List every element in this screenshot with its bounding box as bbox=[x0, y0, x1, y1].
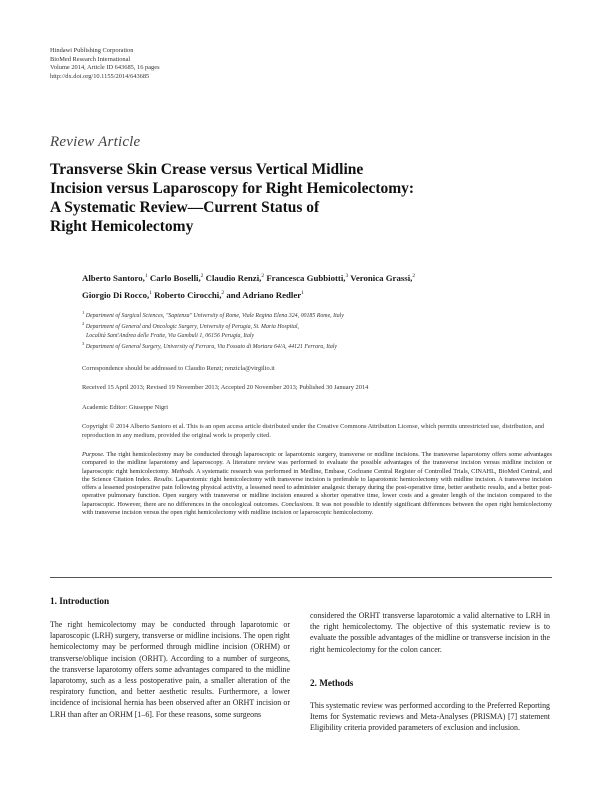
abstract-label: Methods. bbox=[171, 467, 195, 475]
title-line: A Systematic Review—Current Status of bbox=[50, 199, 320, 216]
intro-paragraph-continued: considered the ORHT transverse laparotomic a valid alternative to LRH in the right hemicolectomy. The objective of this systematic review is to evaluate the possible advantages of the midline or transverse incision in the right hemicolectomy for the colon cancer. bbox=[310, 611, 550, 654]
affiliations bbox=[82, 309, 572, 351]
author: Giorgio Di Rocco,$^1$ bbox=[82, 289, 152, 300]
author-list bbox=[82, 269, 572, 303]
academic-editor: Academic Editor: Giuseppe Nigri bbox=[82, 404, 169, 411]
abstract-label: Conclusions. bbox=[281, 500, 314, 508]
dates: Received 15 April 2013; Revised 19 November 2013; Accepted 20 November 2013; Published 30 January 2014 bbox=[82, 384, 369, 391]
affiliation: Località Sant'Andrea delle Fratte, Via Gambuli 1, 06156 Perugia, Italy bbox=[86, 332, 255, 339]
doi-link[interactable]: http://dx.doi.org/10.1155/2014/643685 bbox=[50, 72, 150, 80]
abstract bbox=[82, 451, 552, 517]
publisher: Hindawi Publishing Corporation bbox=[50, 47, 134, 54]
abstract-label: Purpose. bbox=[82, 451, 105, 458]
paper-title bbox=[50, 160, 570, 236]
correspondence: Correspondence should be addressed to Claudio Renzi; renzicla@virgilio.it bbox=[82, 365, 275, 372]
author: Claudio Renzi,$^2$ bbox=[205, 272, 265, 283]
affiliation: $^3$ Department of General Surgery, University of Ferrara, Via Fossato di Mortara 64/A, 44121 Ferrara, Italy bbox=[82, 340, 338, 350]
abstract-text: Laparotomic right hemicolectomy with transverse incision is preferable to laparotomic hemicolectomy with midline incision. A transverse incision offers a lessened postoperative pain following physical activity, a lessened need to administer analgesic therapy during the post-operative time, better aesthetic results, and a better post-operative pulmonary function. Open surgery with transverse or midline incision ensured a shorter operative time, lower costs and a greater length of the incision compared to the laparoscopic. However, there are no differences in the oncological outcomes. bbox=[82, 475, 552, 508]
title-line: Transverse Skin Crease versus Vertical Midline bbox=[50, 161, 364, 178]
title-line: Incision versus Laparoscopy for Right Hemicolectomy: bbox=[50, 180, 415, 197]
title-line: Right Hemicolectomy bbox=[50, 218, 194, 235]
author: Francesca Gubbiotti,$^3$ bbox=[266, 272, 349, 283]
abstract-text: It was not possible to identify significant differences between the open right hemicolectomy with transverse incision versus the open right hemicolectomy with midline incision or laparoscopic hemicolectomy. bbox=[82, 500, 552, 517]
author: Alberto Santoro,$^1$ bbox=[82, 272, 148, 283]
intro-heading: 1. Introduction bbox=[50, 596, 110, 606]
intro-paragraph: The right hemicolectomy may be conducted through laparotomic or laparoscopic (LRH) surgery, transverse or midline incisions. The open right hemicolectomy may be performed through midline incision (ORHM) or transverse/oblique incision (ORHT). According to a number of surgeons, the transverse laparotomy offers some advantages compared to the midline laparotomy, such as a less postoperative pain, a smaller alteration of the respiratory function, and better aesthetic results. Furthermore, a lower incidence of incisional hernia has been observed after an ORHT incision or LRH than after an ORHM [1–6]. For these reasons, some surgeons bbox=[50, 620, 290, 719]
section-divider bbox=[50, 577, 552, 578]
methods-heading: 2. Methods bbox=[310, 678, 354, 688]
journal-header bbox=[50, 47, 160, 81]
abstract-label: Results. bbox=[153, 475, 174, 483]
methods-paragraph: This systematic review was performed according to the Preferred Reporting Items for Systematic reviews and Meta-Analyses (PRISMA) [7] statement Eligibility criteria provided parameters of exclusion and inclusion. bbox=[310, 701, 550, 733]
author: Roberto Cirocchi,$^2$ bbox=[154, 289, 225, 300]
author: Veronica Grassi,$^2$ bbox=[350, 272, 416, 283]
journal-name: BioMed Research International bbox=[50, 55, 131, 63]
copyright: Copyright © 2014 Alberto Santoro et al. This is an open access article distributed under the Creative Commons Attribution License, which permits unrestricted use, distribution, and reproduction in any medium, provided the original work is properly cited. bbox=[82, 423, 545, 439]
volume-info: Volume 2014, Article ID 643685, 16 pages bbox=[50, 64, 160, 72]
article-type: Review Article bbox=[50, 134, 141, 150]
author: and Adriano Redler$^1$ bbox=[226, 289, 304, 300]
abstract-text: The right hemicolectomy may be conducted through laparoscopic or laparotomic surgery, transverse or midline incisions. The transverse laparotomy offers some advantages compared to the midline laparotomy and laparoscopy. A literature review was performed to evaluate the possible advantages of the transverse incision versus midline incision or laparoscopic right hemicolectomy. bbox=[82, 451, 552, 475]
author: Carlo Boselli,$^2$ bbox=[149, 272, 204, 283]
abstract-text: A systematic research was performed in Medline, Embase, Cochrane Central Register of Controlled Trials, CINAHL, BioMed Central, and the Science Citation Index. bbox=[82, 467, 553, 483]
affiliation: $^1$ Department of Surgical Sciences, "Sapienza" University of Rome, Viale Regina Elena 324, 00185 Rome, Italy bbox=[82, 310, 344, 319]
affiliation: $^2$ Department of General and Oncologic Surgery, University of Perugia, St. Maria Hospital, bbox=[82, 321, 300, 331]
